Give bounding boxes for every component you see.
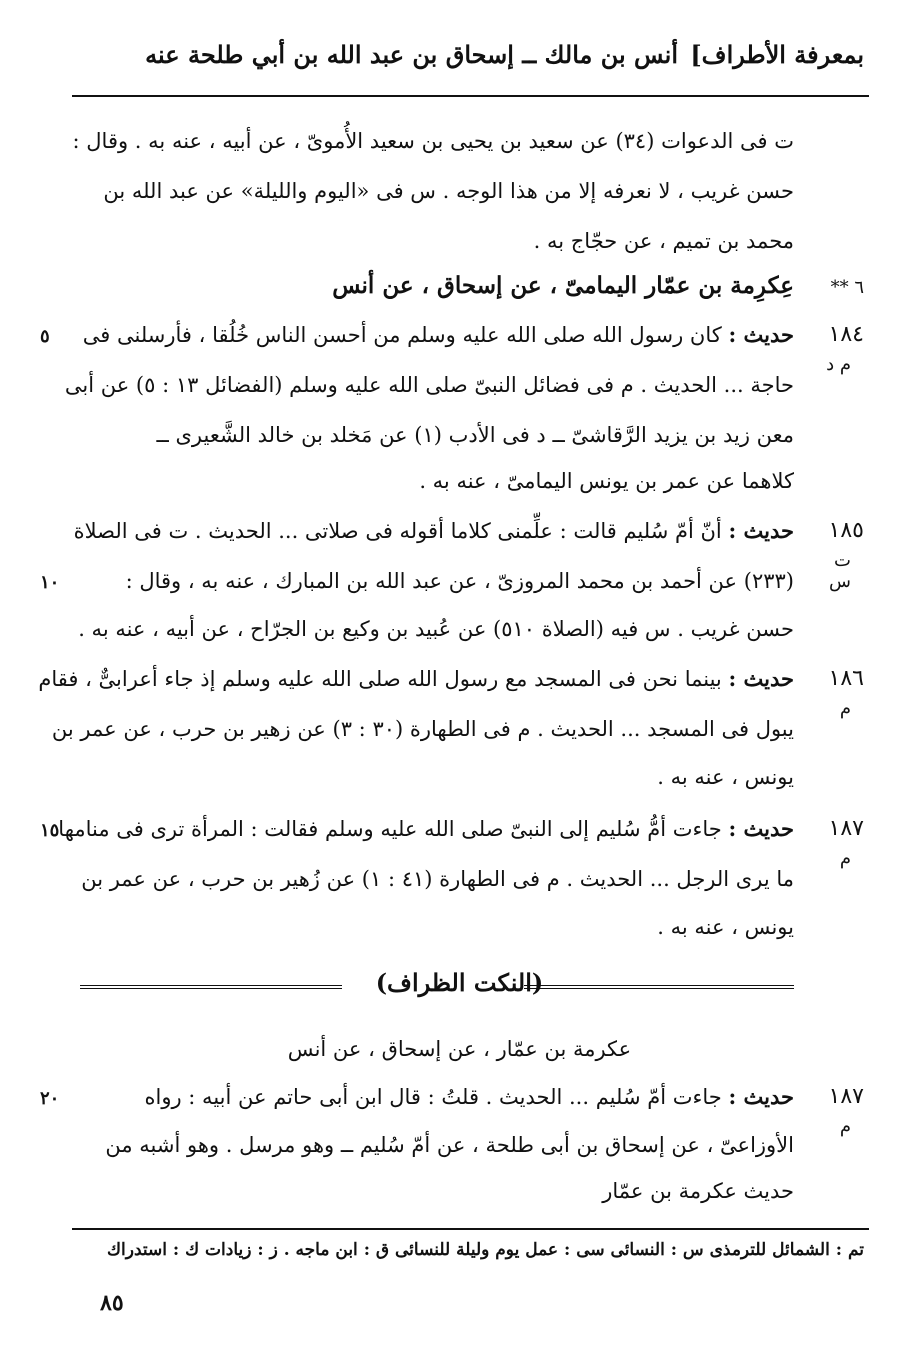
entry-text: كان رسول الله صلى الله عليه وسلم من أحسن الناس خُلُقا ، فأرسلنى فى xyxy=(82,323,722,347)
intro-line-1: ت فى الدعوات (٣٤) عن سعيد بن يحيى بن سعيد الأُموىّ ، عن أبيه ، عنه به . وقال : xyxy=(72,129,794,153)
section-marker: ٦ ** xyxy=(830,277,864,298)
entry-number: ١٨٥ xyxy=(828,518,864,543)
hadith-keyword: حديث : xyxy=(728,322,794,347)
hadith-keyword: حديث : xyxy=(728,666,794,691)
header-rule xyxy=(72,95,869,97)
entry-line xyxy=(38,664,794,694)
entry-number: ١٨٧ xyxy=(828,816,864,841)
entry-sigla: م د xyxy=(826,354,851,375)
intro-line-2: حسن غريب ، لا نعرفه إلا من هذا الوجه . س فى «اليوم والليلة» عن عبد الله بن xyxy=(103,179,794,203)
entry-line xyxy=(58,814,794,844)
entry-line: حسن غريب . س فيه (الصلاة ٥١٠) عن عُبيد بن وكيع بن الجرّاح ، عن أبيه ، عنه به . xyxy=(78,617,794,641)
entry-line: الأوزاعىّ ، عن إسحاق بن أبى طلحة ، عن أمّ سُليم ــ وهو مرسل . وهو أشبه من xyxy=(105,1133,794,1157)
header-book-title: بمعرفة الأطراف] xyxy=(690,40,864,69)
entry-line: يونس ، عنه به . xyxy=(657,915,794,939)
entry-sigla: م xyxy=(839,848,851,869)
entry-line: حاجة ... الحديث . م فى فضائل النبىّ صلى الله عليه وسلم (الفضائل ١٣ : ٥) عن أبى xyxy=(64,373,794,397)
entry-line: (٢٣٣) عن أحمد بن محمد المروزىّ ، عن عبد الله بن المبارك ، عنه به ، وقال : xyxy=(125,569,794,593)
entry-line xyxy=(73,516,794,546)
entry-line: يونس ، عنه به . xyxy=(657,765,794,789)
hadith-keyword: حديث : xyxy=(728,518,794,543)
nukat-separator-title: (النكت الظراف) xyxy=(375,968,544,997)
line-number-marker: ٥ xyxy=(40,326,50,347)
section-heading: عِكرِمة بن عمّار اليمامىّ ، عن إسحاق ، عن أنس xyxy=(332,272,794,299)
entry-text: أنّ أمّ سُليم قالت : علِّمنى كلاما أقوله فى صلاتى ... الحديث . ت فى الصلاة xyxy=(73,519,722,543)
entry-text: جاءت أمّ سُليم ... الحديث . قلتُ : قال ابن أبى حاتم عن أبيه : رواه xyxy=(144,1085,722,1109)
entry-number: ١٨٤ xyxy=(828,322,864,347)
entry-text: بينما نحن فى المسجد مع رسول الله صلى الله عليه وسلم إذ جاء أعرابىٌّ ، فقام xyxy=(38,667,722,691)
entry-line xyxy=(78,320,794,350)
entry-line: كلاهما عن عمر بن يونس اليمامىّ ، عنه به . xyxy=(419,469,794,493)
entry-text: جاءت أمُّ سُليم إلى النبىّ صلى الله عليه وسلم فقالت : المرأة ترى فى منامها xyxy=(58,817,722,841)
intro-line-3: محمد بن تميم ، عن حجّاج به . xyxy=(533,229,794,253)
entry-line: ما يرى الرجل ... الحديث . م فى الطهارة (٤١ : ١) عن زُهير بن حرب ، عن عمر بن xyxy=(81,867,794,891)
entry-line: يبول فى المسجد ... الحديث . م فى الطهارة (٣٠ : ٣) عن زهير بن حرب ، عن عمر بن xyxy=(51,717,794,741)
entry-number: ١٨٧ xyxy=(828,1084,864,1109)
nukat-heading: عكرمة بن عمّار ، عن إسحاق ، عن أنس xyxy=(287,1037,632,1061)
entry-line: حديث عكرمة بن عمّار xyxy=(602,1179,794,1203)
entry-line xyxy=(78,1082,794,1112)
line-number-marker: ١٥ xyxy=(40,820,60,841)
line-number-marker: ١٠ xyxy=(40,572,60,593)
hadith-keyword: حديث : xyxy=(728,816,794,841)
entry-sigla: ت س xyxy=(829,550,851,592)
page-number: ٨٥ xyxy=(100,1290,124,1316)
entry-sigla: م xyxy=(839,698,851,719)
entry-number: ١٨٦ xyxy=(828,666,864,691)
abbreviations-footnote: تم : الشمائل للترمذى س : النسائى سى : عمل يوم وليلة للنسائى ق : ابن ماجه . ز : زيادات ك : استدراك xyxy=(107,1240,864,1260)
running-header xyxy=(78,40,864,80)
entry-line: معن زيد بن يزيد الرَّقاشىّ ــ د فى الأدب (١) عن مَخلد بن خالد الشَّعيرى ــ xyxy=(156,423,794,447)
entry-sigla: م xyxy=(839,1116,851,1137)
footer-rule xyxy=(72,1228,869,1230)
line-number-marker: ٢٠ xyxy=(40,1088,60,1109)
header-chapter-title: أنس بن مالك ــ إسحاق بن عبد الله بن أبي طلحة عنه xyxy=(145,40,678,69)
hadith-keyword: حديث : xyxy=(728,1084,794,1109)
